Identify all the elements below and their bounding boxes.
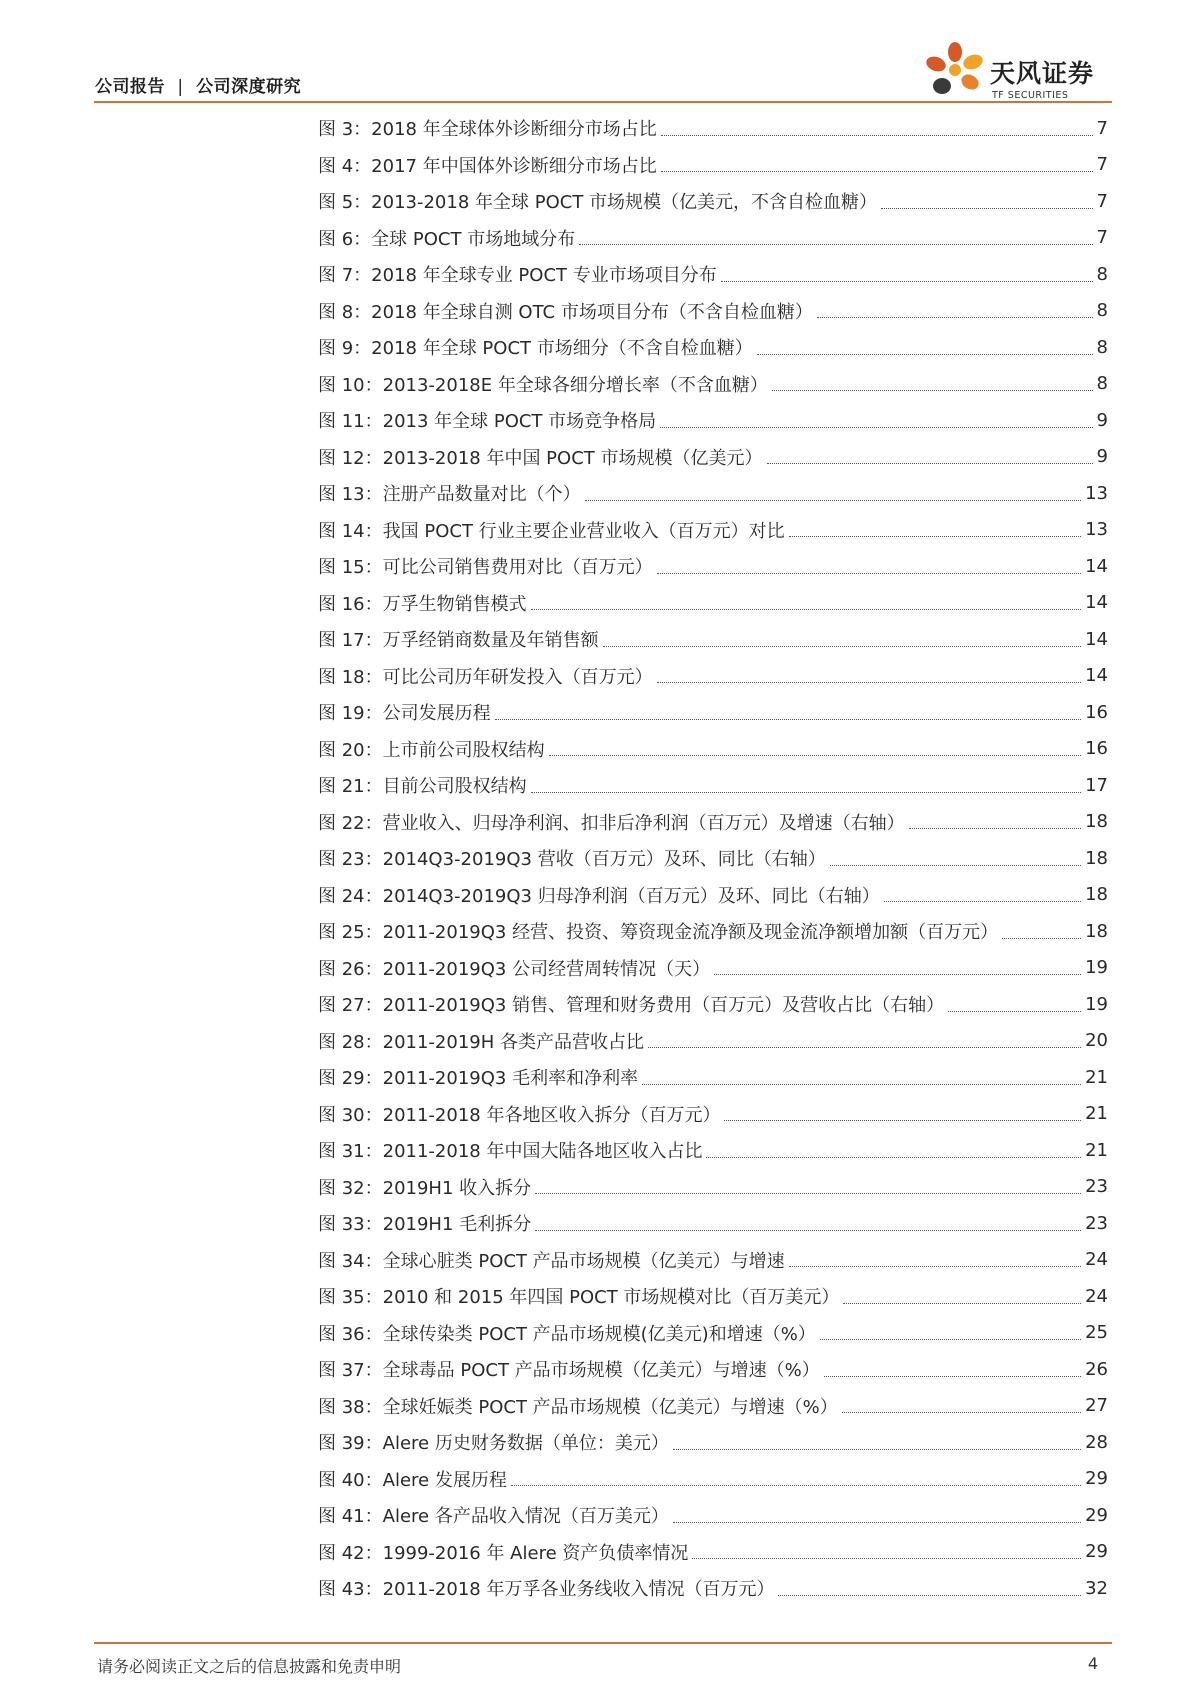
toc-dot-leader — [673, 1449, 1081, 1450]
toc-entry-label: 图 5：2013-2018 年全球 POCT 市场规模（亿美元，不含自检血糖） — [318, 192, 878, 214]
toc-entry-label: 图 39：Alere 历史财务数据（单位：美元） — [318, 1433, 669, 1455]
toc-entry-label: 图 42：1999-2016 年 Alere 资产负债率情况 — [318, 1542, 689, 1564]
toc-dot-leader — [657, 573, 1081, 574]
toc-entry-page: 19 — [1085, 957, 1108, 979]
toc-entry[interactable] — [318, 220, 1108, 257]
toc-entry-label: 图 30：2011-2018 年各地区收入拆分（百万元） — [318, 1104, 721, 1126]
toc-entry-label: 图 13：注册产品数量对比（个） — [318, 484, 581, 506]
toc-entry-page: 21 — [1085, 1139, 1108, 1161]
page-header — [95, 72, 301, 97]
toc-dot-leader — [495, 719, 1081, 720]
toc-entry[interactable] — [318, 767, 1108, 804]
toc-entry-label: 图 27：2011-2019Q3 销售、管理和财务费用（百万元）及营收占比（右轴） — [318, 995, 945, 1017]
toc-entry-label: 图 36：全球传染类 POCT 产品市场规模(亿美元)和增速（%） — [318, 1323, 816, 1345]
toc-entry-label: 图 22：营业收入、归母净利润、扣非后净利润（百万元）及增速（右轴） — [318, 812, 905, 834]
toc-dot-leader — [706, 1157, 1081, 1158]
toc-entry[interactable] — [318, 1059, 1108, 1096]
toc-entry-label: 图 10：2013-2018E 年全球各细分增长率（不含血糖） — [318, 374, 768, 396]
toc-entry[interactable] — [318, 256, 1108, 293]
toc-entry-page: 14 — [1085, 592, 1108, 614]
toc-entry-page: 7 — [1096, 190, 1108, 212]
logo-brand-name: 天风证券 — [990, 59, 1095, 88]
toc-entry-label: 图 20：上市前公司股权结构 — [318, 739, 545, 761]
toc-dot-leader — [642, 1084, 1081, 1085]
toc-entry[interactable] — [318, 1278, 1108, 1315]
toc-entry-label: 图 33：2019H1 毛利拆分 — [318, 1214, 532, 1236]
toc-entry-page: 13 — [1085, 519, 1108, 541]
toc-entry[interactable] — [318, 1205, 1108, 1242]
toc-dot-leader — [724, 1120, 1081, 1121]
toc-dot-leader — [767, 463, 1093, 464]
toc-entry[interactable] — [318, 475, 1108, 512]
toc-dot-leader — [660, 427, 1092, 428]
toc-entry-page: 20 — [1085, 1030, 1108, 1052]
toc-entry[interactable] — [318, 585, 1108, 622]
toc-entry-page: 18 — [1085, 920, 1108, 942]
toc-entry[interactable] — [318, 1132, 1108, 1169]
toc-entry[interactable] — [318, 1351, 1108, 1388]
footer-divider — [94, 1642, 1112, 1644]
toc-entry[interactable] — [318, 1169, 1108, 1206]
toc-entry[interactable] — [318, 1497, 1108, 1534]
figure-index-list — [318, 110, 1108, 1607]
toc-dot-leader — [531, 792, 1081, 793]
toc-dot-leader — [579, 244, 1092, 245]
toc-entry-page: 21 — [1085, 1066, 1108, 1088]
footer-disclaimer: 请务必阅读正文之后的信息披露和免责申明 — [97, 1657, 402, 1676]
toc-dot-leader — [535, 1193, 1081, 1194]
toc-entry-label: 图 16：万孚生物销售模式 — [318, 593, 527, 615]
toc-entry-label: 图 24：2014Q3-2019Q3 归母净利润（百万元）及环、同比（右轴） — [318, 885, 880, 907]
toc-entry[interactable] — [318, 183, 1108, 220]
toc-entry[interactable] — [318, 1570, 1108, 1607]
header-report-subtype: 公司深度研究 — [196, 77, 302, 97]
toc-dot-leader — [909, 828, 1081, 829]
toc-entry-page: 27 — [1085, 1395, 1108, 1417]
toc-entry-label: 图 26：2011-2019Q3 公司经营周转情况（天） — [318, 958, 711, 980]
toc-dot-leader — [830, 865, 1081, 866]
page-number: 4 — [1087, 1654, 1098, 1673]
toc-entry-page: 19 — [1085, 993, 1108, 1015]
toc-dot-leader — [842, 1412, 1081, 1413]
toc-entry-page: 8 — [1096, 263, 1108, 285]
toc-entry-page: 29 — [1085, 1541, 1108, 1563]
toc-entry[interactable] — [318, 694, 1108, 731]
toc-dot-leader — [772, 390, 1093, 391]
toc-entry[interactable] — [318, 512, 1108, 549]
toc-entry-label: 图 43：2011-2018 年万孚各业务线收入情况（百万元） — [318, 1579, 775, 1601]
toc-entry-label: 图 11：2013 年全球 POCT 市场竞争格局 — [318, 411, 657, 433]
toc-dot-leader — [531, 609, 1081, 610]
toc-dot-leader — [661, 171, 1093, 172]
toc-entry-page: 23 — [1085, 1212, 1108, 1234]
toc-entry-label: 图 7：2018 年全球专业 POCT 专业市场项目分布 — [318, 265, 717, 287]
toc-entry-label: 图 37：全球毒品 POCT 产品市场规模（亿美元）与增速（%） — [318, 1360, 820, 1382]
toc-entry[interactable] — [318, 877, 1108, 914]
toc-entry-page: 16 — [1085, 738, 1108, 760]
toc-entry-page: 8 — [1096, 373, 1108, 395]
toc-entry-label: 图 19：公司发展历程 — [318, 703, 491, 725]
toc-entry-label: 图 15：可比公司销售费用对比（百万元） — [318, 557, 653, 579]
toc-dot-leader — [824, 1376, 1081, 1377]
toc-entry-label: 图 28：2011-2019H 各类产品营收占比 — [318, 1031, 644, 1053]
toc-entry[interactable] — [318, 366, 1108, 403]
toc-dot-leader — [789, 1266, 1081, 1267]
toc-dot-leader — [881, 208, 1093, 209]
toc-entry-label: 图 8：2018 年全球自测 OTC 市场项目分布（不含自检血糖） — [318, 301, 813, 323]
toc-entry-label: 图 6：全球 POCT 市场地域分布 — [318, 228, 576, 250]
toc-dot-leader — [820, 1339, 1081, 1340]
toc-entry[interactable] — [318, 1388, 1108, 1425]
toc-entry-page: 28 — [1085, 1431, 1108, 1453]
toc-entry-page: 18 — [1085, 884, 1108, 906]
toc-entry[interactable] — [318, 1023, 1108, 1060]
toc-dot-leader — [778, 1595, 1081, 1596]
toc-entry[interactable] — [318, 950, 1108, 987]
toc-entry-page: 14 — [1085, 628, 1108, 650]
toc-entry-label: 图 29：2011-2019Q3 毛利率和净利率 — [318, 1068, 639, 1090]
toc-entry-page: 17 — [1085, 774, 1108, 796]
toc-dot-leader — [535, 1230, 1081, 1231]
toc-entry-label: 图 3：2018 年全球体外诊断细分市场占比 — [318, 119, 657, 141]
toc-entry-label: 图 4：2017 年中国体外诊断细分市场占比 — [318, 155, 657, 177]
toc-dot-leader — [843, 1303, 1081, 1304]
toc-entry[interactable] — [318, 439, 1108, 476]
toc-dot-leader — [549, 755, 1081, 756]
toc-entry-page: 26 — [1085, 1358, 1108, 1380]
toc-entry-page: 14 — [1085, 665, 1108, 687]
toc-entry-page: 16 — [1085, 701, 1108, 723]
toc-entry-label: 图 23：2014Q3-2019Q3 营收（百万元）及环、同比（右轴） — [318, 849, 826, 871]
toc-dot-leader — [757, 354, 1093, 355]
toc-entry-label: 图 40：Alere 发展历程 — [318, 1469, 507, 1491]
toc-dot-leader — [648, 1047, 1081, 1048]
toc-entry[interactable] — [318, 840, 1108, 877]
toc-entry-label: 图 32：2019H1 收入拆分 — [318, 1177, 532, 1199]
logo-brand-english: TF SECURITIES — [992, 90, 1069, 101]
toc-dot-leader — [884, 901, 1081, 902]
toc-entry[interactable] — [318, 913, 1108, 950]
toc-entry-label: 图 14：我国 POCT 行业主要企业营业收入（百万元）对比 — [318, 520, 785, 542]
toc-entry-page: 13 — [1085, 482, 1108, 504]
toc-entry-page: 29 — [1085, 1504, 1108, 1526]
toc-entry-page: 9 — [1096, 446, 1108, 468]
toc-entry[interactable] — [318, 147, 1108, 184]
toc-entry-label: 图 17：万孚经销商数量及年销售额 — [318, 630, 599, 652]
toc-entry-page: 7 — [1096, 117, 1108, 139]
header-report-type: 公司报告 — [95, 77, 165, 97]
logo-flower-icon — [922, 40, 988, 102]
toc-entry[interactable] — [318, 1424, 1108, 1461]
toc-entry-page: 18 — [1085, 847, 1108, 869]
toc-entry[interactable] — [318, 986, 1108, 1023]
toc-entry-label: 图 18：可比公司历年研发投入（百万元） — [318, 666, 653, 688]
toc-entry-page: 8 — [1096, 336, 1108, 358]
header-separator: | — [177, 77, 184, 97]
toc-entry-page: 7 — [1096, 154, 1108, 176]
toc-entry-label: 图 35：2010 和 2015 年四国 POCT 市场规模对比（百万美元） — [318, 1287, 840, 1309]
toc-dot-leader — [789, 536, 1081, 537]
toc-dot-leader — [603, 646, 1081, 647]
toc-entry-label: 图 21：目前公司股权结构 — [318, 776, 527, 798]
toc-dot-leader — [1002, 938, 1081, 939]
toc-entry-page: 25 — [1085, 1322, 1108, 1344]
toc-entry[interactable] — [318, 1242, 1108, 1279]
toc-dot-leader — [721, 281, 1093, 282]
toc-entry[interactable] — [318, 658, 1108, 695]
toc-entry-page: 23 — [1085, 1176, 1108, 1198]
toc-entry[interactable] — [318, 293, 1108, 330]
toc-entry-label: 图 34：全球心脏类 POCT 产品市场规模（亿美元）与增速 — [318, 1250, 785, 1272]
header-divider — [94, 101, 1112, 103]
toc-entry-label: 图 38：全球妊娠类 POCT 产品市场规模（亿美元）与增速（%） — [318, 1396, 838, 1418]
toc-entry-label: 图 41：Alere 各产品收入情况（百万美元） — [318, 1506, 669, 1528]
toc-entry-page: 24 — [1085, 1285, 1108, 1307]
toc-entry-page: 21 — [1085, 1103, 1108, 1125]
company-logo — [922, 40, 1112, 102]
toc-entry[interactable] — [318, 548, 1108, 585]
toc-entry[interactable] — [318, 1315, 1108, 1352]
toc-dot-leader — [657, 682, 1081, 683]
toc-entry[interactable] — [318, 804, 1108, 841]
toc-dot-leader — [585, 500, 1081, 501]
toc-entry[interactable] — [318, 731, 1108, 768]
toc-dot-leader — [661, 135, 1093, 136]
toc-entry-label: 图 9：2018 年全球 POCT 市场细分（不含自检血糖） — [318, 338, 753, 360]
toc-entry-label: 图 31：2011-2018 年中国大陆各地区收入占比 — [318, 1141, 703, 1163]
toc-entry-page: 18 — [1085, 811, 1108, 833]
toc-entry-page: 14 — [1085, 555, 1108, 577]
toc-dot-leader — [511, 1485, 1081, 1486]
toc-entry[interactable] — [318, 402, 1108, 439]
toc-dot-leader — [673, 1522, 1081, 1523]
toc-entry[interactable] — [318, 1534, 1108, 1571]
toc-entry[interactable] — [318, 329, 1108, 366]
toc-dot-leader — [692, 1558, 1081, 1559]
toc-entry-page: 29 — [1085, 1468, 1108, 1490]
toc-entry-page: 7 — [1096, 227, 1108, 249]
toc-entry-label: 图 12：2013-2018 年中国 POCT 市场规模（亿美元） — [318, 447, 763, 469]
toc-dot-leader — [948, 1011, 1081, 1012]
toc-entry[interactable] — [318, 1096, 1108, 1133]
toc-entry-page: 32 — [1085, 1577, 1108, 1599]
toc-entry[interactable] — [318, 621, 1108, 658]
toc-dot-leader — [714, 974, 1081, 975]
toc-entry[interactable] — [318, 110, 1108, 147]
toc-entry-label: 图 25：2011-2019Q3 经营、投资、筹资现金流净额及现金流净额增加额（百万元） — [318, 922, 999, 944]
toc-dot-leader — [817, 317, 1093, 318]
toc-entry-page: 9 — [1096, 409, 1108, 431]
toc-entry-page: 8 — [1096, 300, 1108, 322]
toc-entry-page: 24 — [1085, 1249, 1108, 1271]
toc-entry[interactable] — [318, 1461, 1108, 1498]
